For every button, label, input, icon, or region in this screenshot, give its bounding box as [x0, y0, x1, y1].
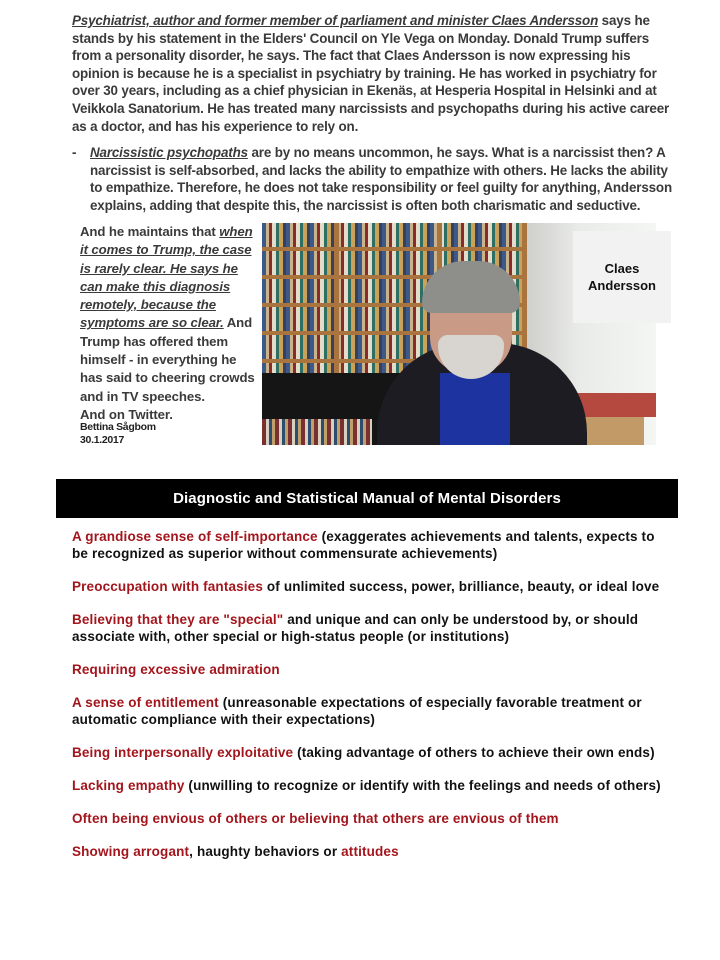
criterion — [72, 528, 672, 562]
byline — [80, 421, 156, 447]
caption-line-2: Andersson — [588, 278, 656, 293]
name-caption — [573, 231, 671, 323]
bullet-text: are by no means uncommon, he says. What is a narcissist then? A narcissist is self-absorbed, and lacks the ability to empathize with others. He lacks the ability to empathize. Therefore, he does not take responsibility or feel guilty for anything, Andersson explains, adding that despite this, the narcissist is often both charismatic and seductive. — [90, 145, 672, 213]
intro-underlined: Psychiatrist, author and former member of parliament and minister Claes Andersson — [72, 13, 599, 28]
criterion — [72, 744, 672, 761]
criterion-text: (exaggerates achievements and talents, expects to be recognized as superior without commensurate achievements) — [72, 529, 655, 561]
caption-line-1: Claes — [604, 261, 640, 276]
criterion-highlight: Preoccupation with fantasies — [72, 579, 263, 594]
criterion — [72, 661, 672, 678]
criterion-text: (unreasonable expectations of especially favorable treatment or automatic compliance with their expectations) — [72, 695, 642, 727]
criterion-text: (taking advantage of others to achieve their own ends) — [293, 745, 655, 760]
bullet-dash: - — [72, 145, 77, 160]
criterion — [72, 578, 672, 595]
criterion-highlight: Believing that they are "special" — [72, 612, 284, 627]
byline-author: Bettina Sågbom — [80, 421, 156, 433]
criterion-highlight-2: attitudes — [341, 844, 399, 859]
side-last: And on Twitter. — [80, 406, 173, 422]
side-underlined: when it comes to Trump, the case is rarely clear. He says he can make this diagnosis remotely, because the symptoms are so clear. — [80, 224, 253, 331]
lower-bookshelf — [262, 419, 372, 445]
bullet-paragraph — [72, 144, 672, 214]
bullet-underlined: Narcissistic psychopaths — [90, 145, 248, 160]
bullet-text-wrap — [90, 144, 672, 214]
criterion — [72, 611, 672, 645]
criterion-highlight: Showing arrogant — [72, 844, 190, 859]
criterion-highlight: Being interpersonally exploitative — [72, 745, 294, 760]
criterion — [72, 777, 672, 794]
criterion — [72, 843, 672, 860]
dsm-title: Diagnostic and Statistical Manual of Mental Disorders — [173, 490, 561, 507]
criteria-list — [72, 528, 672, 876]
criterion — [72, 694, 672, 728]
criterion-highlight: A grandiose sense of self-importance — [72, 529, 318, 544]
criterion-text: (unwilling to recognize or identify with the feelings and needs of others) — [184, 778, 661, 793]
dsm-header — [56, 479, 678, 518]
byline-date: 30.1.2017 — [80, 434, 125, 446]
side-lead: And he maintains that — [80, 224, 220, 239]
side-text: And Trump has offered them himself - in everything he has said to cheering crowds and in TV speeches. — [80, 315, 255, 404]
intro-text: says he stands by his statement in the Elders' Council on Yle Vega on Monday. Donald Trump suffers from a personality disorder, he says. The fact that Claes Andersson is now expressing his opinion is because he is a specialist in psychiatry by training. He has worked in psychiatry for over 30 years, including as a chief physician in Ekenäs, at Hesperia Hospital in Helsinki and at Veikkola Sanatorium. He has treated many narcissists and psychopaths during his active career as a doctor, and has his experience to rely on. — [72, 13, 670, 134]
criterion-text: , haughty behaviors or — [189, 844, 342, 859]
criterion-highlight: A sense of entitlement — [72, 695, 219, 710]
intro-paragraph — [72, 12, 672, 135]
man-shirt — [440, 373, 510, 445]
criterion-text: of unlimited success, power, brilliance, beauty, or ideal love — [263, 579, 660, 594]
criterion-highlight: Often being envious of others or believing that others are envious of them — [72, 811, 559, 826]
side-paragraph — [80, 223, 260, 424]
criterion-highlight: Lacking empathy — [72, 778, 185, 793]
criterion — [72, 810, 672, 827]
criterion-text: and unique and can only be understood by, or should associate with, other special or high-status people (or institutions) — [72, 612, 639, 644]
criterion-highlight: Requiring excessive admiration — [72, 662, 280, 677]
